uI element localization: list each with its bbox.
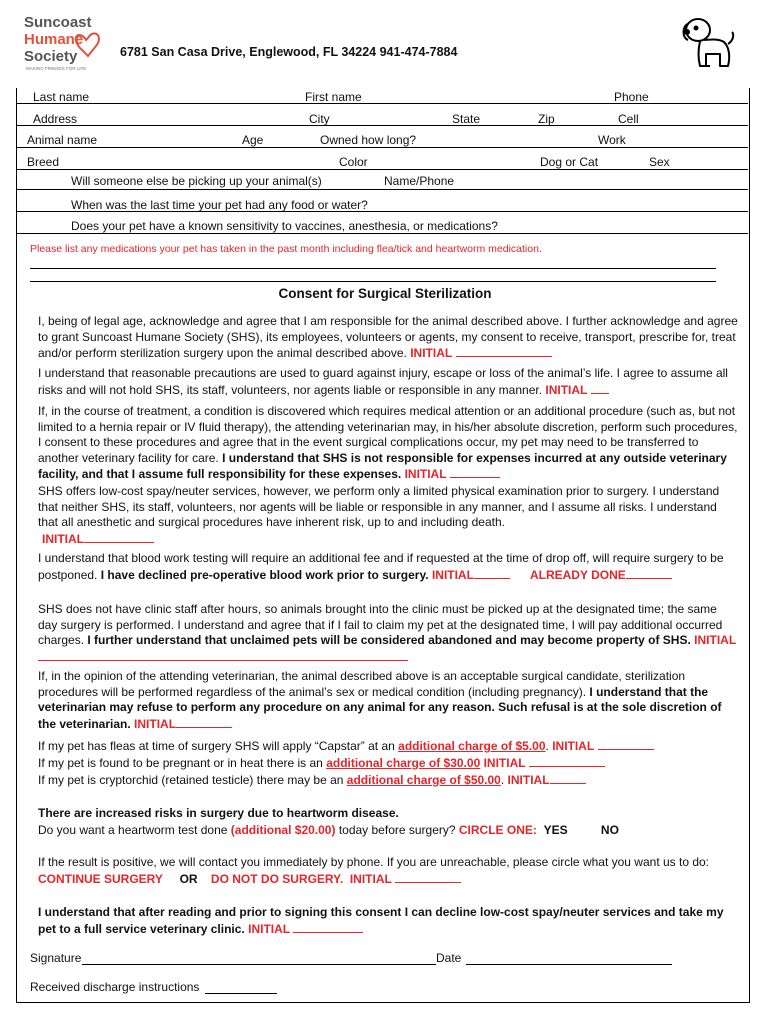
sensitivity-field[interactable]: Does your pet have a known sensitivity to vaccines, anesthesia, or medications?	[71, 219, 498, 233]
no-option[interactable]: NO	[600, 823, 619, 837]
heartworm-section: There are increased risks in surgery due to heartworm disease. Do you want a heartworm test done (additional $20.00) today before surgery? CIRCLE ONE: YES NO	[38, 806, 619, 837]
address-field[interactable]: Address	[33, 112, 78, 126]
consent-paragraph-2: I understand that reasonable precautions are used to guard against injury, escape or loss of the animal’s life. I agree to assume all risks and will not hold SHS, its staff, volunteers, nor agents liable or responsible in any manner. INITIAL	[38, 366, 728, 397]
svg-text:Humane: Humane	[24, 31, 84, 48]
animal-name-field[interactable]: Animal name	[27, 133, 98, 147]
initial-blank[interactable]	[395, 871, 461, 883]
consent-paragraph-6: SHS does not have clinic staff after hours, so animals brought into the clinic must be picked up at the designated time; the same day surgery is performed. I understand and agree that if I fail to claim my pet at the designated time, I will pay additional occurred charges. I further understand that unclaimed pets will be considered abandoned and may become property of SHS. INITIAL	[38, 602, 738, 665]
yes-option[interactable]: YES	[543, 823, 568, 837]
consent-paragraph-7: If, in the opinion of the attending veterinarian, the animal described above is an acceptable surgical candidate, sterilization procedures will be performed regardless of the animal’s sex or medical condition (including pregnancy). I understand that the veterinarian may refuse to perform any procedure on any animal for any reason. Such refusal is at the sole discretion of the veterinarian. INITIAL	[38, 669, 722, 731]
food-field[interactable]: When was the last time your pet had any food or water?	[71, 198, 368, 212]
fees-section: If my pet has fleas at time of surgery SHS will apply “Capstar” at an additional charge of $5.00. INITIAL If my pet is found to be pregnant or in heat there is an additional charge of $30.00 INITIAL If my pet is cryptorchid (retained testicle) there may be an additional charge of $50.00. INITIAL	[38, 738, 738, 789]
discharge-label: Received discharge instructions	[30, 980, 200, 994]
initial-blank[interactable]	[450, 466, 500, 478]
work-field[interactable]: Work	[598, 133, 626, 147]
discharge-line[interactable]	[205, 993, 277, 994]
city-field[interactable]: City	[309, 112, 330, 126]
age-field[interactable]: Age	[242, 133, 264, 147]
color-field[interactable]: Color	[339, 155, 368, 169]
initial-blank[interactable]	[591, 382, 609, 394]
cell-field[interactable]: Cell	[618, 112, 639, 126]
initial-blank[interactable]	[84, 531, 154, 543]
first-name-field[interactable]: First name	[305, 90, 362, 104]
initial-blank[interactable]	[474, 567, 510, 579]
header-address: 6781 San Casa Drive, Englewood, FL 34224 941-474-7884	[120, 45, 458, 59]
last-name-field[interactable]: Last name	[33, 90, 90, 104]
consent-paragraph-3: If, in the course of treatment, a condition is discovered which requires medical attention or an additional procedure (such as, but not limited to a hernia repair or IV fluid therapy), the attending veterinarian may, in his/her absolute discretion, perform such procedures, I consent to these procedures and agree that in the event surgical complications occur, my pet may need to be transferred to another veterinary facility for care. I understand that SHS is not responsible for expenses incurred at any outside veterinary facility, and that I assume full responsibility for these expenses. INITIAL	[38, 404, 738, 481]
consent-paragraph-4: SHS offers low-cost spay/neuter services, however, we perform only a limited physical examination prior to surgery. I understand that neither SHS, its staff, volunteers, nor agents will be liable or responsible in any manner, and I assume all risks. I understand that all anesthetic and surgical procedures have inherent risk, up to and including death. INITIAL	[38, 484, 720, 546]
initial-blank[interactable]	[456, 345, 552, 357]
pickup-field[interactable]: Will someone else be picking up your animal(s)	[71, 174, 322, 188]
owned-field[interactable]: Owned how long?	[320, 133, 417, 147]
consent-paragraph-5: I understand that blood work testing will require an additional fee and if requested at the time of drop off, will require surgery to be postponed. I have declined pre-operative blood work prior to surgery. INITIAL ALREADY DONE	[38, 551, 724, 582]
zip-field[interactable]: Zip	[538, 112, 555, 126]
initial-blank[interactable]	[293, 921, 363, 933]
positive-result-section: If the result is positive, we will contact you immediately by phone. If you are unreachable, please circle what you want us to do: CONTINUE SURGERY OR DO NOT DO SURGERY. INITIAL	[38, 855, 710, 886]
initial-blank[interactable]	[529, 755, 605, 767]
already-done-blank[interactable]	[626, 567, 672, 579]
initial-blank[interactable]	[38, 649, 408, 661]
continue-surgery-option[interactable]: CONTINUE SURGERY	[38, 871, 163, 886]
medication-note: Please list any medications your pet has taken in the past month including flea/tick and heartworm medication.	[30, 243, 542, 255]
dog-or-cat-field[interactable]: Dog or Cat	[540, 155, 599, 169]
suncoast-logo	[22, 12, 104, 74]
date-line[interactable]	[466, 964, 672, 965]
svg-text:Society: Society	[24, 48, 78, 65]
svg-text:Suncoast: Suncoast	[24, 14, 92, 31]
initial-blank[interactable]	[176, 716, 232, 728]
do-not-do-surgery-option[interactable]: DO NOT DO SURGERY.	[210, 871, 344, 886]
consent-paragraph-1: I, being of legal age, acknowledge and agree that I am responsible for the animal described above. I further acknowledge and agree to grant Suncoast Humane Society (SHS), its employees, volunteers or agents, my consent to receive, transport, prescribe for, treat and/or perform sterilization surgery upon the animal described above. INITIAL	[38, 314, 738, 360]
medication-line-2[interactable]	[30, 281, 716, 282]
svg-text:MAKING FRIENDS FOR LIFE: MAKING FRIENDS FOR LIFE	[26, 66, 87, 71]
state-field[interactable]: State	[452, 112, 481, 126]
initial-blank[interactable]	[598, 738, 654, 750]
medication-line-1[interactable]	[30, 268, 716, 269]
consent-title: Consent for Surgical Sterilization	[278, 286, 492, 301]
phone-field[interactable]: Phone	[614, 90, 649, 104]
date-label: Date	[436, 951, 462, 965]
breed-field[interactable]: Breed	[27, 155, 60, 169]
initial-blank[interactable]	[550, 772, 586, 784]
dog-icon	[676, 14, 738, 74]
signature-line[interactable]	[82, 964, 436, 965]
signature-label: Signature	[30, 951, 82, 965]
decline-section: I understand that after reading and prior to signing this consent I can decline low-cost spay/neuter services and take my pet to a full service veterinary clinic. INITIAL	[38, 905, 724, 936]
sex-field[interactable]: Sex	[649, 155, 670, 169]
name-phone-field[interactable]: Name/Phone	[384, 174, 455, 188]
